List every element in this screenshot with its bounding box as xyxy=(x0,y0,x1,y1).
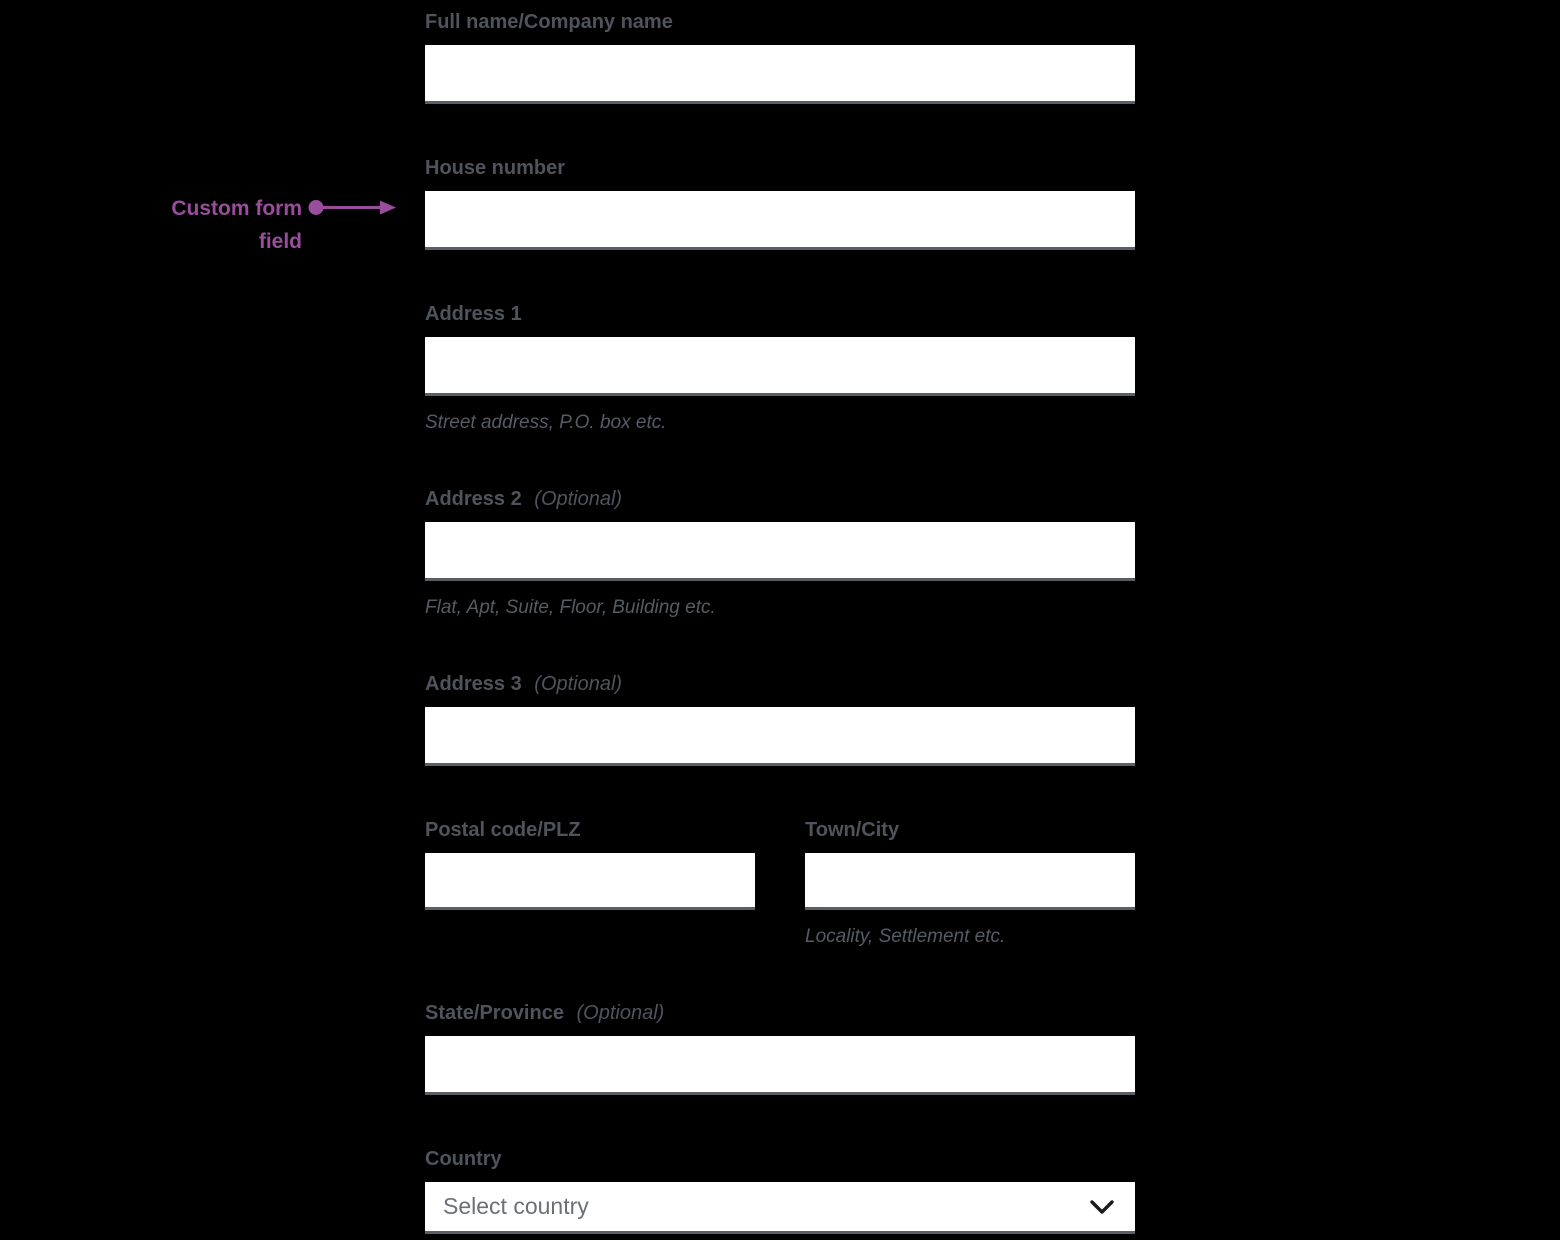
field-group-address-1 xyxy=(425,302,1135,435)
country-label-text: Country xyxy=(425,1148,502,1170)
town-city-input[interactable] xyxy=(805,853,1135,910)
country-select[interactable] xyxy=(425,1182,1135,1234)
address-2-helper-text: Flat, Apt, Suite, Floor, Building etc. xyxy=(425,597,716,618)
country-select-placeholder: Select country xyxy=(443,1193,589,1219)
field-group-town-city xyxy=(805,818,1135,949)
house-number-label xyxy=(425,156,1135,180)
address-1-helper-text: Street address, P.O. box etc. xyxy=(425,412,667,433)
field-row-postal-town xyxy=(425,818,1135,949)
full-name-input[interactable] xyxy=(425,45,1135,104)
address-form xyxy=(425,10,1135,1234)
house-number-label-text: House number xyxy=(425,157,566,179)
address-3-label-text: Address 3 xyxy=(425,673,522,695)
address-2-input[interactable] xyxy=(425,522,1135,581)
field-group-state-province xyxy=(425,1001,1135,1095)
field-group-postal-code xyxy=(425,818,755,949)
state-province-optional-tag: (Optional) xyxy=(576,1002,665,1024)
postal-code-label-text: Postal code/PLZ xyxy=(425,819,581,841)
town-city-label xyxy=(805,818,1135,842)
state-province-input[interactable] xyxy=(425,1036,1135,1095)
address-3-optional-tag: (Optional) xyxy=(534,673,623,695)
field-group-address-3 xyxy=(425,672,1135,766)
postal-code-label xyxy=(425,818,755,842)
town-city-helper-text: Locality, Settlement etc. xyxy=(805,926,1006,947)
field-group-country xyxy=(425,1147,1135,1234)
address-2-label xyxy=(425,487,1135,511)
full-name-label-text: Full name/Company name xyxy=(425,11,673,33)
custom-form-field-annotation xyxy=(0,192,302,258)
chevron-down-icon xyxy=(1089,1199,1115,1215)
address-1-label-text: Address 1 xyxy=(425,303,522,325)
house-number-input[interactable] xyxy=(425,191,1135,250)
address-2-label-text: Address 2 xyxy=(425,488,522,510)
field-group-house-number xyxy=(425,156,1135,250)
town-city-label-text: Town/City xyxy=(805,819,900,841)
annotation-line-1: Custom form xyxy=(171,197,302,220)
state-province-label xyxy=(425,1001,1135,1025)
field-group-full-name xyxy=(425,10,1135,104)
address-3-input[interactable] xyxy=(425,707,1135,766)
address-1-input[interactable] xyxy=(425,337,1135,396)
state-province-label-text: State/Province xyxy=(425,1002,564,1024)
address-2-optional-tag: (Optional) xyxy=(534,488,623,510)
field-group-address-2 xyxy=(425,487,1135,620)
address-1-label xyxy=(425,302,1135,326)
address-3-label xyxy=(425,672,1135,696)
country-label xyxy=(425,1147,1135,1171)
annotation-line-2: field xyxy=(258,230,302,253)
postal-code-input[interactable] xyxy=(425,853,755,910)
full-name-label xyxy=(425,10,1135,34)
dot-arrow-right-icon xyxy=(306,195,398,220)
